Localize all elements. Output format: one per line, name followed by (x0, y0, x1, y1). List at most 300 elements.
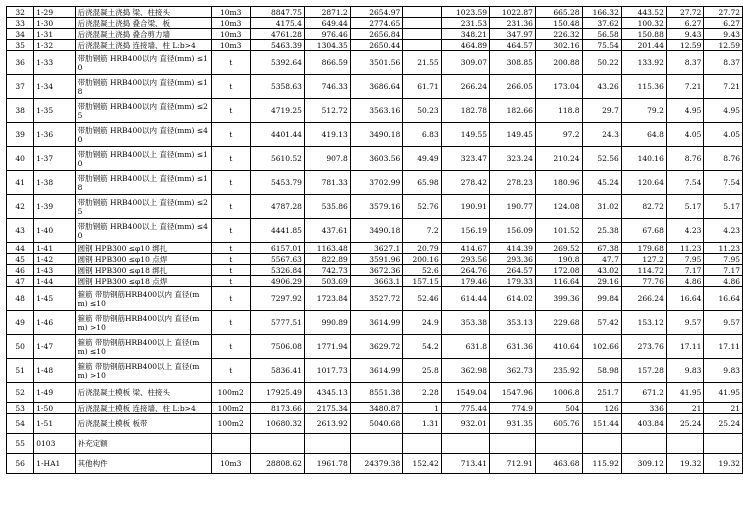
cell-c8: 45.24 (582, 171, 621, 195)
cell-no: 43 (7, 219, 34, 243)
cell-no: 52 (7, 383, 34, 403)
cell-c1: 5392.64 (250, 51, 304, 75)
cell-c2: 503.69 (304, 276, 350, 287)
cell-c7: 410.64 (535, 335, 582, 359)
table-row (7, 99, 743, 123)
cell-unit: t (211, 171, 250, 195)
cell-c11: 4.23 (704, 219, 743, 243)
cell-code: 0103 (34, 434, 75, 454)
cell-c8: 50.22 (582, 51, 621, 75)
table-row (7, 195, 743, 219)
cell-c1: 4441.85 (250, 219, 304, 243)
quota-price-table (6, 6, 743, 474)
cell-c3: 2654.97 (350, 7, 402, 18)
cell-c10: 9.83 (666, 359, 704, 383)
cell-c10: 7.95 (666, 254, 704, 265)
cell-c5 (441, 434, 489, 454)
cell-c8 (582, 434, 621, 454)
cell-c3: 5040.68 (350, 414, 402, 434)
cell-c10: 7.21 (666, 75, 704, 99)
cell-c4: 25.8 (403, 359, 441, 383)
cell-c2: 1163.48 (304, 243, 350, 254)
cell-unit: t (211, 99, 250, 123)
cell-c2: 746.33 (304, 75, 350, 99)
cell-unit: t (211, 287, 250, 311)
cell-c8: 56.58 (582, 29, 621, 40)
table-row (7, 414, 743, 434)
cell-c5: 266.24 (441, 75, 489, 99)
cell-c5: 190.91 (441, 195, 489, 219)
cell-unit: t (211, 195, 250, 219)
cell-code: 1-30 (34, 18, 75, 29)
cell-no: 50 (7, 335, 34, 359)
cell-c6: 293.36 (490, 254, 536, 265)
cell-c7: 124.08 (535, 195, 582, 219)
cell-c5: 309.07 (441, 51, 489, 75)
cell-c7: 665.28 (535, 7, 582, 18)
cell-code: 1-38 (34, 171, 75, 195)
cell-c9: 140.16 (621, 147, 666, 171)
cell-c6: 774.9 (490, 403, 536, 414)
cell-c9: 133.92 (621, 51, 666, 75)
cell-c10: 41.95 (666, 383, 704, 403)
cell-c4 (403, 29, 441, 40)
cell-c2: 2871.2 (304, 7, 350, 18)
cell-name: 箍筋 带肋钢筋HRB400以上 直径(mm) ≤10 (75, 335, 211, 359)
cell-c4: 157.15 (403, 276, 441, 287)
cell-no: 38 (7, 99, 34, 123)
cell-name: 圆钢 HPB300 ≤φ18 点焊 (75, 276, 211, 287)
cell-no: 32 (7, 7, 34, 18)
cell-c4: 52.46 (403, 287, 441, 311)
cell-c7: 210.24 (535, 147, 582, 171)
cell-c2: 976.46 (304, 29, 350, 40)
cell-no: 34 (7, 29, 34, 40)
cell-c2: 1723.84 (304, 287, 350, 311)
cell-c2: 781.33 (304, 171, 350, 195)
cell-c3: 3563.16 (350, 99, 402, 123)
table-row (7, 454, 743, 474)
cell-c5: 1549.04 (441, 383, 489, 403)
cell-c1: 5326.84 (250, 265, 304, 276)
cell-unit: t (211, 219, 250, 243)
cell-c8: 57.42 (582, 311, 621, 335)
cell-name: 带肋钢筋 HRB400以内 直径(mm) ≤40 (75, 123, 211, 147)
cell-c10 (666, 434, 704, 454)
cell-c8: 43.02 (582, 265, 621, 276)
cell-unit: 10m3 (211, 7, 250, 18)
cell-unit: t (211, 265, 250, 276)
cell-c1: 4175.4 (250, 18, 304, 29)
cell-c10: 19.32 (666, 454, 704, 474)
cell-c9: 64.8 (621, 123, 666, 147)
cell-c9 (621, 434, 666, 454)
cell-c9: 115.36 (621, 75, 666, 99)
cell-c6: 264.57 (490, 265, 536, 276)
cell-name: 后浇混凝土浇捣 叠合剪力墙 (75, 29, 211, 40)
cell-c9: 120.64 (621, 171, 666, 195)
cell-c11: 27.72 (704, 7, 743, 18)
cell-c2: 2613.92 (304, 414, 350, 434)
cell-code: 1-42 (34, 254, 75, 265)
cell-c9: 79.2 (621, 99, 666, 123)
cell-c9: 273.76 (621, 335, 666, 359)
cell-c7: 605.76 (535, 414, 582, 434)
cell-c10: 21 (666, 403, 704, 414)
cell-c6: 323.24 (490, 147, 536, 171)
table-row (7, 434, 743, 454)
cell-code: 1-37 (34, 147, 75, 171)
cell-code: 1-29 (34, 7, 75, 18)
cell-c3: 3627.1 (350, 243, 402, 254)
cell-c5: 932.01 (441, 414, 489, 434)
table-row (7, 311, 743, 335)
cell-c10: 16.64 (666, 287, 704, 311)
cell-unit (211, 434, 250, 454)
cell-c11: 7.95 (704, 254, 743, 265)
cell-c5: 348.21 (441, 29, 489, 40)
cell-c4 (403, 434, 441, 454)
cell-c7: 504 (535, 403, 582, 414)
cell-c6: 464.57 (490, 40, 536, 51)
cell-c10: 7.17 (666, 265, 704, 276)
cell-c10: 9.43 (666, 29, 704, 40)
cell-c11: 19.32 (704, 454, 743, 474)
cell-c2: 742.73 (304, 265, 350, 276)
cell-c6: 353.13 (490, 311, 536, 335)
cell-c11: 21 (704, 403, 743, 414)
cell-code: 1-50 (34, 403, 75, 414)
cell-c7: 399.36 (535, 287, 582, 311)
cell-name: 带肋钢筋 HRB400以上 直径(mm) ≤25 (75, 195, 211, 219)
cell-name: 后浇混凝土浇捣 梁、柱接头 (75, 7, 211, 18)
cell-c7: 235.92 (535, 359, 582, 383)
cell-c8: 99.84 (582, 287, 621, 311)
cell-code: 1-35 (34, 99, 75, 123)
cell-c11: 9.83 (704, 359, 743, 383)
cell-no: 56 (7, 454, 34, 474)
cell-c11: 41.95 (704, 383, 743, 403)
cell-c10: 8.37 (666, 51, 704, 75)
cell-c6: 712.91 (490, 454, 536, 474)
cell-c5: 414.67 (441, 243, 489, 254)
cell-no: 36 (7, 51, 34, 75)
cell-c3: 2774.65 (350, 18, 402, 29)
cell-c3: 3614.99 (350, 359, 402, 383)
cell-c10: 6.27 (666, 18, 704, 29)
cell-c2: 866.59 (304, 51, 350, 75)
cell-c3: 2656.84 (350, 29, 402, 40)
table-row (7, 383, 743, 403)
cell-c2: 419.13 (304, 123, 350, 147)
cell-c10: 9.57 (666, 311, 704, 335)
cell-c5: 182.78 (441, 99, 489, 123)
cell-c6: 179.33 (490, 276, 536, 287)
cell-c3 (350, 434, 402, 454)
cell-code: 1-36 (34, 123, 75, 147)
cell-c6: 631.36 (490, 335, 536, 359)
cell-name: 后浇混凝土模板 板带 (75, 414, 211, 434)
cell-c1: 5358.63 (250, 75, 304, 99)
cell-c8: 37.62 (582, 18, 621, 29)
cell-c9: 153.12 (621, 311, 666, 335)
cell-c7 (535, 434, 582, 454)
cell-c6: 190.77 (490, 195, 536, 219)
cell-c11: 5.17 (704, 195, 743, 219)
cell-name: 圆钢 HPB300 ≤φ10 点焊 (75, 254, 211, 265)
cell-c10: 12.59 (666, 40, 704, 51)
cell-c1 (250, 434, 304, 454)
cell-unit: t (211, 123, 250, 147)
cell-c1: 4401.44 (250, 123, 304, 147)
cell-c8: 166.32 (582, 7, 621, 18)
cell-c3: 3501.56 (350, 51, 402, 75)
cell-unit: 10m3 (211, 18, 250, 29)
cell-c6: 156.09 (490, 219, 536, 243)
cell-c10: 4.86 (666, 276, 704, 287)
table-row (7, 51, 743, 75)
cell-code: 1-48 (34, 359, 75, 383)
cell-c2: 907.8 (304, 147, 350, 171)
cell-unit: 10m3 (211, 454, 250, 474)
cell-unit: 100m2 (211, 383, 250, 403)
cell-c10: 8.76 (666, 147, 704, 171)
cell-no: 37 (7, 75, 34, 99)
cell-c4 (403, 18, 441, 29)
cell-c5: 231.53 (441, 18, 489, 29)
cell-no: 46 (7, 265, 34, 276)
cell-c2: 512.72 (304, 99, 350, 123)
cell-c8: 58.98 (582, 359, 621, 383)
cell-c10: 5.17 (666, 195, 704, 219)
table-row (7, 18, 743, 29)
cell-no: 39 (7, 123, 34, 147)
cell-c10: 4.05 (666, 123, 704, 147)
cell-code: 1-44 (34, 276, 75, 287)
cell-unit: t (211, 243, 250, 254)
cell-c11: 7.17 (704, 265, 743, 276)
table-row (7, 403, 743, 414)
cell-c1: 5567.63 (250, 254, 304, 265)
table-row (7, 287, 743, 311)
cell-c4 (403, 40, 441, 51)
cell-c8: 251.7 (582, 383, 621, 403)
cell-c9: 179.68 (621, 243, 666, 254)
cell-name: 带肋钢筋 HRB400以上 直径(mm) ≤18 (75, 171, 211, 195)
cell-no: 44 (7, 243, 34, 254)
cell-c9: 114.72 (621, 265, 666, 276)
table-row (7, 171, 743, 195)
cell-c3: 3702.99 (350, 171, 402, 195)
cell-c1: 6157.01 (250, 243, 304, 254)
cell-c4: 1.31 (403, 414, 441, 434)
cell-c8: 102.66 (582, 335, 621, 359)
cell-c1: 4761.28 (250, 29, 304, 40)
cell-c11: 11.23 (704, 243, 743, 254)
cell-c4: 7.2 (403, 219, 441, 243)
cell-c3: 8551.38 (350, 383, 402, 403)
cell-code: 1-33 (34, 51, 75, 75)
cell-c11: 25.24 (704, 414, 743, 434)
cell-name: 圆钢 HPB300 ≤φ18 绑扎 (75, 265, 211, 276)
cell-c2: 822.89 (304, 254, 350, 265)
cell-c9: 150.88 (621, 29, 666, 40)
cell-c2: 4345.13 (304, 383, 350, 403)
cell-c1: 5836.41 (250, 359, 304, 383)
cell-c7: 269.52 (535, 243, 582, 254)
cell-c7: 463.68 (535, 454, 582, 474)
cell-c9: 309.12 (621, 454, 666, 474)
cell-c3: 3490.18 (350, 219, 402, 243)
cell-c1: 4719.25 (250, 99, 304, 123)
table-row (7, 75, 743, 99)
cell-c2: 1304.35 (304, 40, 350, 51)
cell-c8: 24.3 (582, 123, 621, 147)
cell-code: 1-39 (34, 195, 75, 219)
cell-c5: 156.19 (441, 219, 489, 243)
cell-c5: 614.44 (441, 287, 489, 311)
cell-c3: 3672.36 (350, 265, 402, 276)
cell-c8: 67.38 (582, 243, 621, 254)
cell-c6: 1022.87 (490, 7, 536, 18)
cell-c6: 931.35 (490, 414, 536, 434)
cell-c2 (304, 434, 350, 454)
cell-no: 33 (7, 18, 34, 29)
cell-name: 带肋钢筋 HRB400以内 直径(mm) ≤10 (75, 51, 211, 75)
cell-c8: 29.7 (582, 99, 621, 123)
cell-c5: 149.55 (441, 123, 489, 147)
cell-c8: 52.56 (582, 147, 621, 171)
cell-c11: 12.59 (704, 40, 743, 51)
cell-c11: 4.95 (704, 99, 743, 123)
cell-c10: 17.11 (666, 335, 704, 359)
cell-c3: 24379.38 (350, 454, 402, 474)
cell-name: 其他构件 (75, 454, 211, 474)
cell-c4: 65.98 (403, 171, 441, 195)
cell-c7: 302.16 (535, 40, 582, 51)
cell-c6: 266.05 (490, 75, 536, 99)
cell-c11: 16.64 (704, 287, 743, 311)
table-row (7, 254, 743, 265)
cell-c11: 7.54 (704, 171, 743, 195)
cell-c6: 149.45 (490, 123, 536, 147)
cell-c7: 180.96 (535, 171, 582, 195)
cell-c7: 97.2 (535, 123, 582, 147)
cell-unit: 100m2 (211, 403, 250, 414)
table-row (7, 29, 743, 40)
cell-unit: 100m2 (211, 414, 250, 434)
cell-c8: 25.38 (582, 219, 621, 243)
cell-c7: 226.32 (535, 29, 582, 40)
cell-c11: 9.57 (704, 311, 743, 335)
cell-code: 1-34 (34, 75, 75, 99)
cell-c4: 1 (403, 403, 441, 414)
cell-c4: 20.79 (403, 243, 441, 254)
cell-c3: 3614.99 (350, 311, 402, 335)
cell-name: 箍筋 带肋钢筋HRB400以内 直径(mm) ≤10 (75, 287, 211, 311)
cell-code: 1-51 (34, 414, 75, 434)
cell-name: 带肋钢筋 HRB400以上 直径(mm) ≤40 (75, 219, 211, 243)
cell-c3: 3663.1 (350, 276, 402, 287)
cell-unit: t (211, 147, 250, 171)
cell-c8: 151.44 (582, 414, 621, 434)
cell-c7: 172.08 (535, 265, 582, 276)
cell-c7: 190.8 (535, 254, 582, 265)
cell-code: 1-49 (34, 383, 75, 403)
cell-c1: 10680.32 (250, 414, 304, 434)
cell-no: 45 (7, 254, 34, 265)
cell-code: 1-40 (34, 219, 75, 243)
cell-c1: 4906.29 (250, 276, 304, 287)
cell-c9: 100.32 (621, 18, 666, 29)
cell-name: 后浇混凝土模板 连接墙、柱 L:b>4 (75, 403, 211, 414)
cell-c11: 4.86 (704, 276, 743, 287)
cell-c11: 7.21 (704, 75, 743, 99)
cell-c4: 54.2 (403, 335, 441, 359)
cell-c1: 8847.75 (250, 7, 304, 18)
cell-c5: 775.44 (441, 403, 489, 414)
cell-unit: 10m3 (211, 29, 250, 40)
cell-name: 补充定额 (75, 434, 211, 454)
cell-c6: 347.97 (490, 29, 536, 40)
cell-c6: 362.73 (490, 359, 536, 383)
cell-c9: 201.44 (621, 40, 666, 51)
cell-c5: 464.89 (441, 40, 489, 51)
table-row (7, 335, 743, 359)
cell-c1: 28808.62 (250, 454, 304, 474)
cell-c1: 4787.28 (250, 195, 304, 219)
cell-c3: 3490.18 (350, 123, 402, 147)
cell-name: 箍筋 带肋钢筋HRB400以上 直径(mm) >10 (75, 359, 211, 383)
cell-c4: 61.71 (403, 75, 441, 99)
cell-c2: 437.61 (304, 219, 350, 243)
cell-c6: 182.66 (490, 99, 536, 123)
cell-c5: 362.98 (441, 359, 489, 383)
cell-no: 54 (7, 414, 34, 434)
table-row (7, 265, 743, 276)
cell-c8: 115.92 (582, 454, 621, 474)
cell-c4: 50.23 (403, 99, 441, 123)
cell-c9: 336 (621, 403, 666, 414)
cell-no: 42 (7, 195, 34, 219)
cell-c7: 173.04 (535, 75, 582, 99)
cell-c3: 3603.56 (350, 147, 402, 171)
cell-c10: 4.23 (666, 219, 704, 243)
table-body (7, 7, 743, 474)
cell-c4: 52.6 (403, 265, 441, 276)
cell-no: 53 (7, 403, 34, 414)
cell-c7: 200.88 (535, 51, 582, 75)
cell-c9: 266.24 (621, 287, 666, 311)
cell-c2: 1961.78 (304, 454, 350, 474)
cell-c11 (704, 434, 743, 454)
cell-c4: 6.83 (403, 123, 441, 147)
cell-c4: 152.42 (403, 454, 441, 474)
cell-c1: 8173.66 (250, 403, 304, 414)
cell-c6: 308.85 (490, 51, 536, 75)
cell-no: 41 (7, 171, 34, 195)
cell-c2: 2175.34 (304, 403, 350, 414)
table-row (7, 40, 743, 51)
cell-no: 47 (7, 276, 34, 287)
cell-c3: 3629.72 (350, 335, 402, 359)
cell-c11: 8.37 (704, 51, 743, 75)
cell-c8: 29.16 (582, 276, 621, 287)
cell-c1: 7506.08 (250, 335, 304, 359)
cell-name: 带肋钢筋 HRB400以上 直径(mm) ≤10 (75, 147, 211, 171)
cell-unit: t (211, 75, 250, 99)
cell-c5: 323.47 (441, 147, 489, 171)
